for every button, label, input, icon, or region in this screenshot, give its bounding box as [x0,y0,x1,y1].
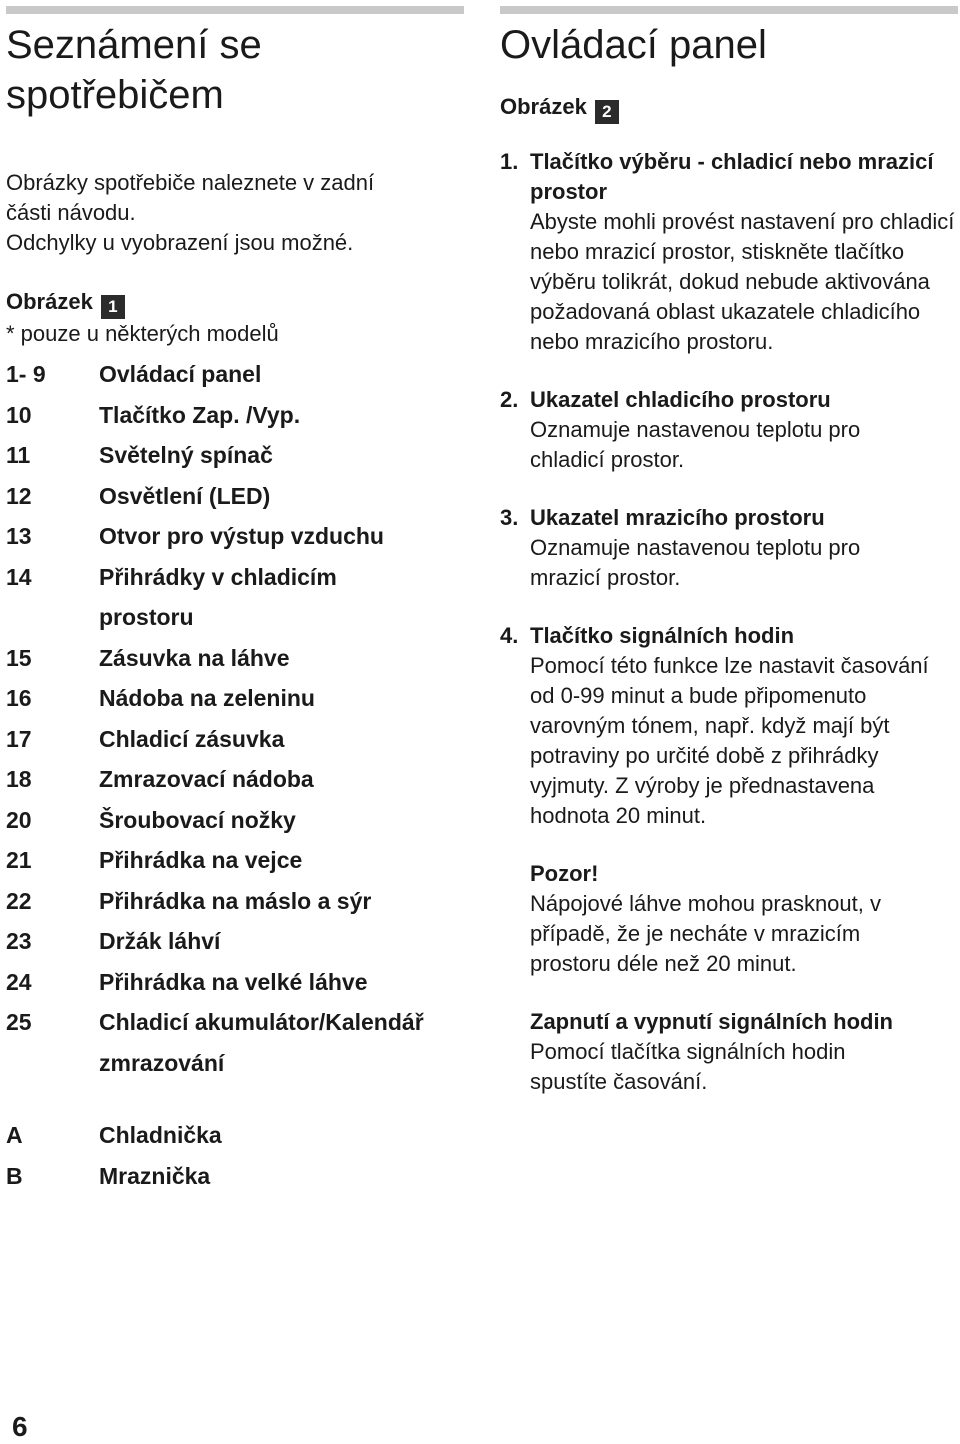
part-number: 23 [6,928,32,954]
item-body: Oznamuje nastavenou teplotu pro mrazicí prostor. [530,535,861,590]
list-item [6,1156,464,1197]
list-item [6,759,464,800]
control-item-1 [500,147,960,357]
figure-label-2 [500,92,958,124]
control-item-2 [500,385,960,475]
part-number: 12 [6,482,32,509]
list-item [6,395,464,436]
right-column [500,0,958,1094]
item-heading: Tlačítko signálních hodin [530,623,795,648]
part-number: 16 [6,685,32,711]
list-item [6,678,464,719]
list-item [6,962,464,1003]
part-label: Chladnička [99,1122,222,1148]
part-number: 24 [6,968,32,995]
item-number: 1. [500,149,519,174]
list-item [6,719,464,760]
page-number: 6 [12,1411,28,1442]
section-title-left: Seznámení se spotřebičem [6,23,262,117]
item-number: 3. [500,505,519,530]
warning-block [500,859,960,979]
part-label: Chladicí zásuvka [99,725,285,752]
models-note: * pouze u některých modelů [6,321,279,346]
part-number: 1- 9 [6,361,46,387]
list-item [6,557,464,638]
list-item [6,881,464,922]
parts-list [6,354,464,1196]
intro-line: Obrázky spotřebiče naleznete v zadní [6,170,375,195]
list-item [6,840,464,881]
timer-text: Pomocí tlačítka signálních hodin spustíte časování. [530,1039,846,1094]
part-number: 18 [6,766,32,792]
item-heading: Ukazatel mrazicího prostoru [530,505,825,530]
part-label: Mraznička [99,1162,211,1189]
part-number: 11 [6,442,31,468]
part-label: Světelný spínač [99,442,273,468]
warning-text: Nápojové láhve mohou prasknout, v případě, že je necháte v mrazicím prostoru déle než 20 minut. [530,891,881,976]
item-number: 2. [500,387,519,412]
item-number: 4. [500,623,519,648]
part-label: Zásuvka na láhve [99,644,290,671]
part-label: Tlačítko Zap. /Vyp. [99,401,301,428]
part-label: Šroubovací nožky [99,806,296,833]
part-label: Nádoba na zeleninu [99,685,315,711]
figure-number-badge: 1 [101,295,125,319]
part-label: Osvětlení (LED) [99,482,271,509]
item-body: Pomocí této funkce lze nastavit časování od 0-99 minut a bude připomenuto varovným tónem, např. když mají být potraviny po určité době z přihrádky vyjmuty. Z výroby je přednastavena hodnota 20 minut. [530,653,929,828]
top-rule-right [500,6,958,14]
part-label: Přihrádka na máslo a sýr [99,887,372,914]
list-item [6,476,464,517]
list-item [6,638,464,679]
part-number: 15 [6,644,32,671]
part-label: Chladicí akumulátor/Kalendář zmrazování [99,1009,424,1076]
figure-label-1 [6,287,464,319]
list-item [6,921,464,962]
part-number: 14 [6,563,32,590]
part-number: 25 [6,1009,32,1035]
list-item [6,516,464,557]
part-label: Přihrádka na vejce [99,847,303,873]
part-number: 13 [6,523,32,549]
item-heading: Tlačítko výběru - chladicí nebo mrazicí prostor [530,149,934,204]
part-number: 22 [6,887,32,914]
list-item [6,354,464,395]
part-label: Přihrádky v chladicím prostoru [99,563,337,630]
part-number: 21 [6,847,32,873]
left-column [6,0,464,1442]
intro-line: části návodu. [6,200,136,225]
item-body: Abyste mohli provést nastavení pro chladicí nebo mrazicí prostor, stiskněte tlačítko výběru tolikrát, dokud nebude aktivována požadovaná oblast ukazatele chladicího nebo mrazicího prostoru. [530,209,955,354]
list-item [6,435,464,476]
part-number: 17 [6,725,32,752]
item-body: Oznamuje nastavenou teplotu pro chladicí prostor. [530,417,861,472]
control-item-4 [500,621,960,831]
part-number: B [6,1162,23,1189]
part-label: Ovládací panel [99,361,262,387]
warning-heading: Pozor! [530,861,599,886]
part-label: Držák láhví [99,928,221,954]
list-item [6,800,464,841]
control-item-3 [500,503,960,593]
item-heading: Ukazatel chladicího prostoru [530,387,831,412]
section-title-right: Ovládací panel [500,23,767,67]
list-item [6,1002,464,1083]
timer-block [500,1007,960,1097]
part-label: Otvor pro výstup vzduchu [99,523,384,549]
part-number: A [6,1122,23,1148]
timer-heading: Zapnutí a vypnutí signálních hodin [530,1009,893,1034]
part-label: Zmrazovací nádoba [99,766,314,792]
figure-label-text: Obrázek [6,289,93,314]
figure-number-badge: 2 [595,100,619,124]
part-number: 10 [6,401,32,428]
part-label: Přihrádka na velké láhve [99,968,368,995]
intro-line: Odchylky u vyobrazení jsou možné. [6,230,354,255]
part-number: 20 [6,806,32,833]
list-item [6,1115,464,1156]
figure-label-text: Obrázek [500,94,587,119]
top-rule-left [6,6,464,14]
